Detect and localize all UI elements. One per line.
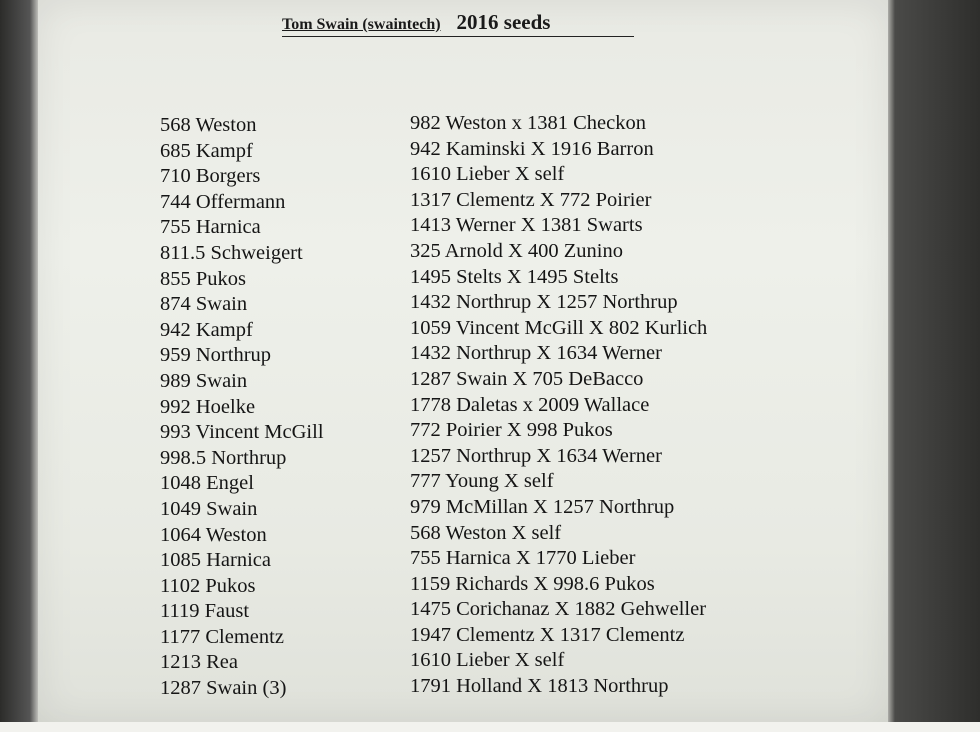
title-name: Tom Swain (swaintech) (282, 16, 441, 33)
cross-entry: 942 Kaminski X 1916 Barron (410, 137, 654, 160)
cross-entry: 755 Harnica X 1770 Lieber (410, 547, 636, 570)
cross-entry: 1495 Stelts X 1495 Stelts (410, 265, 619, 288)
seed-entry: 1049 Swain (160, 497, 258, 520)
cross-entry: 325 Arnold X 400 Zunino (410, 239, 623, 262)
cross-entry: 1432 Northrup X 1634 Werner (410, 342, 662, 365)
left-column (160, 113, 400, 702)
seed-entry: 998.5 Northrup (160, 446, 287, 469)
seed-entry: 1102 Pukos (160, 574, 256, 597)
seed-entry: 993 Vincent McGill (160, 421, 324, 444)
cross-entry: 1475 Corichanaz X 1882 Gehweller (410, 598, 707, 621)
seed-entry: 1213 Rea (160, 651, 238, 674)
cross-entry: 1791 Holland X 1813 Northrup (410, 675, 669, 698)
seed-entry: 1287 Swain (3) (160, 677, 287, 700)
cross-entry: 772 Poirier X 998 Pukos (410, 419, 613, 442)
cross-entry: 1947 Clementz X 1317 Clementz (410, 623, 685, 646)
cross-entry: 1287 Swain X 705 DeBacco (410, 367, 644, 390)
cross-entry: 982 Weston x 1381 Checkon (410, 112, 646, 134)
cross-entry: 1159 Richards X 998.6 Pukos (410, 572, 655, 595)
seed-entry: 1064 Weston (160, 523, 267, 546)
cross-entry: 568 Weston X self (410, 521, 562, 544)
cross-entry: 1317 Clementz X 772 Poirier (410, 188, 652, 211)
cross-entry: 1778 Daletas x 2009 Wallace (410, 393, 650, 416)
seed-entry: 855 Pukos (160, 267, 247, 290)
seed-entry: 1177 Clementz (160, 625, 284, 648)
seed-entry: 744 Offermann (160, 190, 286, 213)
cross-entry: 1610 Lieber X self (410, 649, 565, 672)
bottom-edge (0, 722, 980, 732)
right-column (410, 111, 790, 700)
cross-entry: 979 McMillan X 1257 Northrup (410, 495, 675, 518)
cross-entry: 1413 Werner X 1381 Swarts (410, 214, 643, 237)
title-year: 2016 seeds (456, 10, 551, 34)
seed-entry: 685 Kampf (160, 139, 253, 162)
cross-entry: 1610 Lieber X self (410, 163, 565, 186)
seed-entry: 992 Hoelke (160, 395, 256, 418)
seed-entry: 942 Kampf (160, 318, 253, 341)
cross-entry: 777 Young X self (410, 470, 554, 493)
seed-entry: 989 Swain (160, 369, 248, 392)
seed-entry: 755 Harnica (160, 216, 261, 239)
seed-entry: 710 Borgers (160, 165, 261, 188)
cross-entry: 1059 Vincent McGill X 802 Kurlich (410, 316, 708, 339)
page-title (282, 10, 634, 37)
seed-entry: 1119 Faust (160, 600, 250, 623)
seed-entry: 959 Northrup (160, 344, 272, 367)
seed-entry: 1048 Engel (160, 472, 254, 495)
cross-entry: 1432 Northrup X 1257 Northrup (410, 291, 678, 314)
seed-entry: 1085 Harnica (160, 549, 271, 572)
seed-entry: 568 Weston (160, 114, 257, 136)
cross-entry: 1257 Northrup X 1634 Werner (410, 444, 662, 467)
seed-entry: 874 Swain (160, 293, 248, 316)
seed-entry: 811.5 Schweigert (160, 241, 303, 264)
